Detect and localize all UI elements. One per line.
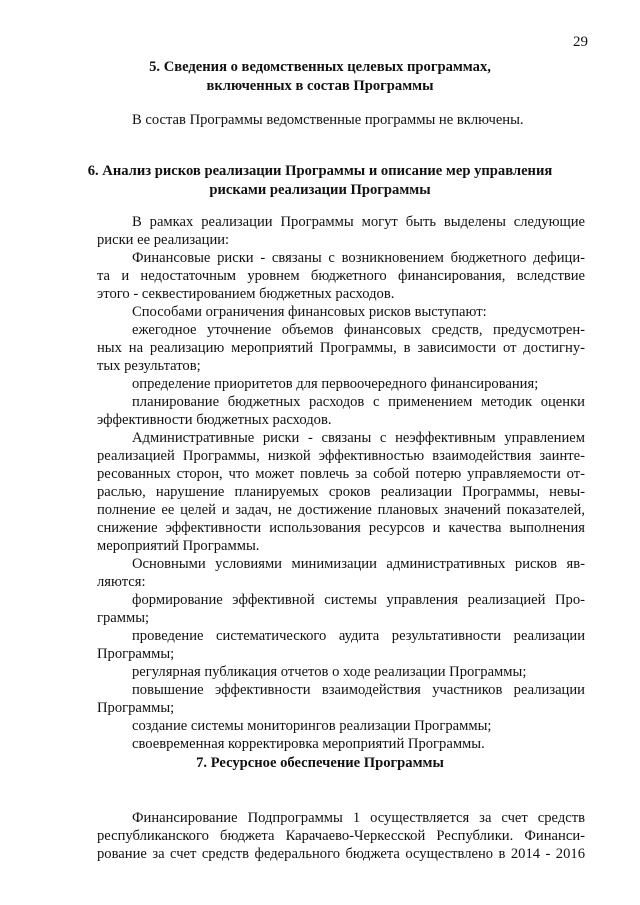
- body-line: полнение ее целей и задач, не достижение плановых значений показателей,: [97, 502, 585, 518]
- heading-line: 6. Анализ рисков реализации Программы и описание мер управления: [87, 163, 553, 179]
- body-line: раслью, нарушение планируемых сроков реализации Программы, невы-: [97, 484, 585, 500]
- body-line: эффективности бюджетных расходов.: [97, 412, 332, 428]
- body-line: ежегодное уточнение объемов финансовых средств, предусмотрен-: [132, 322, 585, 338]
- body-line: создание системы мониторингов реализации Программы;: [132, 718, 492, 734]
- heading-line: 5. Сведения о ведомственных целевых программах,: [149, 59, 491, 75]
- body-line: снижение эффективности использования ресурсов и качества выполнения: [97, 520, 585, 536]
- body-line: определение приоритетов для первоочередного финансирования;: [132, 376, 539, 392]
- body-line: реализацией Программы, низкой эффективностью взаимодействия заинте-: [97, 448, 585, 464]
- section-6-heading: [0, 162, 640, 200]
- section-5-heading: [0, 58, 640, 96]
- body-line: ляются:: [97, 574, 146, 590]
- body-line: этого - секвестированием бюджетных расходов.: [97, 286, 395, 302]
- body-line: Основными условиями минимизации административных рисков яв-: [132, 556, 585, 572]
- body-line: Программы;: [97, 646, 175, 662]
- body-line: рование за счет средств федерального бюджета осуществлено в 2014 - 2016: [97, 846, 585, 862]
- body-line: Способами ограничения финансовых рисков выступают:: [132, 304, 487, 320]
- body-line: ресованных сторон, что может повлечь за собой потерю управляемости от-: [97, 466, 585, 482]
- body-line: Финансирование Подпрограммы 1 осуществляется за счет средств: [132, 810, 585, 826]
- body-line: Административные риски - связаны с неэффективным управлением: [132, 430, 585, 446]
- body-line: Программы;: [97, 700, 175, 716]
- body-line: ных на реализацию мероприятий Программы, в зависимости от достигну-: [97, 340, 585, 356]
- heading-line: рисками реализации Программы: [209, 182, 431, 198]
- body-line: Финансовые риски - связаны с возникновением бюджетного дефици-: [132, 250, 585, 266]
- section-7-heading: [0, 754, 640, 773]
- body-line: регулярная публикация отчетов о ходе реализации Программы;: [132, 664, 527, 680]
- body-line: повышение эффективности взаимодействия участников реализации: [132, 682, 585, 698]
- body-line: планирование бюджетных расходов с применением методик оценки: [132, 394, 585, 410]
- section-5-text: В состав Программы ведомственные программы не включены.: [132, 112, 524, 128]
- body-line: проведение систематического аудита результативности реализации: [132, 628, 585, 644]
- body-line: В рамках реализации Программы могут быть выделены следующие: [132, 214, 585, 230]
- body-line: граммы;: [97, 610, 150, 626]
- page-number: 29: [573, 34, 588, 50]
- body-line: та и недостаточным уровнем бюджетного финансирования, вследствие: [97, 268, 585, 284]
- body-line: мероприятий Программы.: [97, 538, 260, 554]
- body-line: республиканского бюджета Карачаево-Черкесской Республики. Финанси-: [97, 828, 585, 844]
- body-line: риски ее реализации:: [97, 232, 230, 248]
- body-line: формирование эффективной системы управления реализацией Про-: [132, 592, 585, 608]
- heading-line: включенных в состав Программы: [206, 78, 434, 94]
- body-line: своевременная корректировка мероприятий Программы.: [132, 736, 485, 752]
- heading-line: 7. Ресурсное обеспечение Программы: [196, 755, 444, 771]
- body-line: тых результатов;: [97, 358, 201, 374]
